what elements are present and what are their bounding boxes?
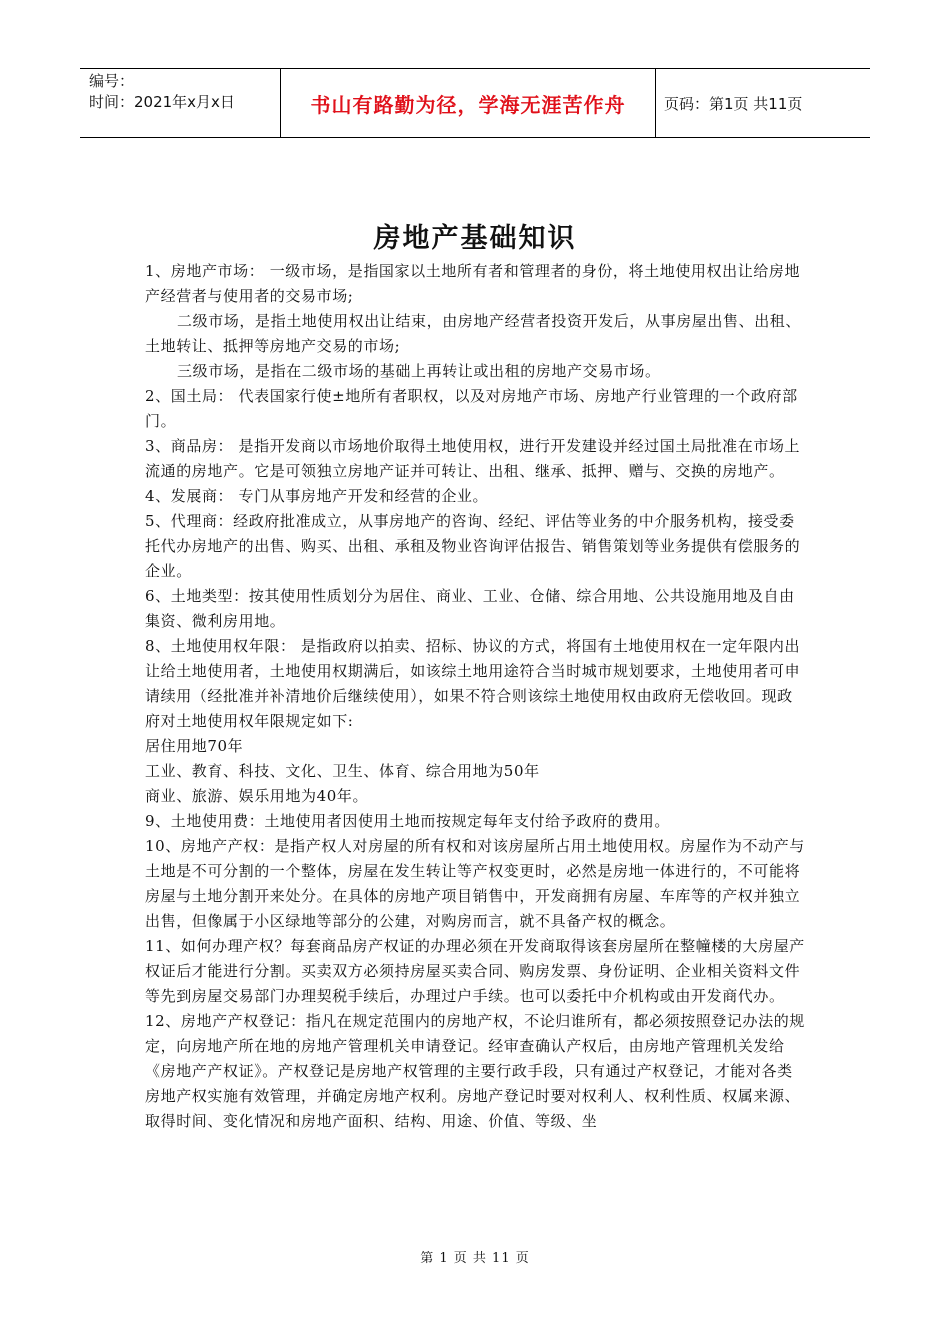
paragraph: 商业、旅游、娱乐用地为40年。 bbox=[145, 787, 369, 805]
paragraph: 9、土地使用费：土地使用者因使用土地而按规定每年支付给予政府的费用。 bbox=[145, 812, 670, 830]
header-table bbox=[80, 68, 870, 138]
paragraph: 5、代理商：经政府批准成立，从事房地产的咨询、经纪、评估等业务的中介服务机构，接受委托代办房地产的出售、购买、出租、承租及物业咨询评估报告、销售策划等业务提供有偿服务的企业。 bbox=[145, 512, 801, 580]
paragraph: 三级市场，是指在二级市场的基础上再转让或出租的房地产交易市场。 bbox=[177, 362, 661, 380]
page-footer: 第 1 页 共 11 页 bbox=[420, 1251, 530, 1266]
number-label: 编号： bbox=[89, 72, 135, 90]
paragraph: 工业、教育、科技、文化、卫生、体育、综合用地为50年 bbox=[145, 762, 540, 780]
paragraph: 3、商品房： 是指开发商以市场地价取得土地使用权，进行开发建设并经过国土局批准在市场上流通的房地产。它是可领独立房地产证并可转让、出租、继承、抵押、赠与、交换的房地产。 bbox=[145, 437, 801, 480]
paragraph: 4、发展商： 专门从事房地产开发和经营的企业。 bbox=[145, 487, 489, 505]
document-body bbox=[145, 259, 805, 1134]
paragraph: 8、土地使用权年限： 是指政府以拍卖、招标、协议的方式，将国有土地使用权在一定年限内出让给土地使用者，土地使用权期满后，如该综土地用途符合当时城市规划要求，土地使用者可申请续用（经批准并补清地价后继续使用），如果不符合则该综土地使用权由政府无偿收回。现政府对土地使用权年限规定如下: bbox=[145, 637, 801, 730]
time-label: 时间：2021年x月x日 bbox=[89, 93, 235, 111]
header-motto-cell bbox=[281, 69, 656, 137]
paragraph: 居住用地70年 bbox=[145, 737, 244, 755]
document-title: 房地产基础知识 bbox=[373, 223, 577, 254]
paragraph: 12、房地产产权登记：指凡在规定范围内的房地产权，不论归谁所有，都必须按照登记办法的规定，向房地产所在地的房地产管理机关申请登记。经审查确认产权后，由房地产管理机关发给《房地产产权证》。产权登记是房地产权管理的主要行政手段，只有通过产权登记，才能对各类房地产权实施有效管理，并确定房地产权利。房地产登记时要对权利人、权利性质、权属来源、取得时间、变化情况和房地产面积、结构、用途、价值、等级、坐 bbox=[145, 1012, 805, 1130]
paragraph: 10、房地产产权：是指产权人对房屋的所有权和对该房屋所占用土地使用权。房屋作为不动产与土地是不可分割的一个整体，房屋在发生转让等产权变更时，必然是房地一体进行的，不可能将房屋与土地分割开来处分。在具体的房地产项目销售中，开发商拥有房屋、车库等的产权并独立出售，但像属于小区绿地等部分的公建，对购房而言，就不具备产权的概念。 bbox=[145, 837, 805, 930]
motto: 书山有路勤为径，学海无涯苦作舟 bbox=[310, 92, 626, 117]
page-label: 页码：第1页 共11页 bbox=[664, 94, 803, 113]
paragraph: 6、土地类型：按其使用性质划分为居住、商业、工业、仓储、综合用地、公共设施用地及自由集资、微利房用地。 bbox=[145, 587, 795, 630]
paragraph: 11、如何办理产权？每套商品房产权证的办理必须在开发商取得该套房屋所在整幢楼的大房屋产权证后才能进行分割。买卖双方必须持房屋买卖合同、购房发票、身份证明、企业相关资料文件等先到房屋交易部门办理契税手续后，办理过户手续。也可以委托中介机构或由开发商代办。 bbox=[145, 937, 805, 1005]
header-page-cell bbox=[656, 69, 870, 137]
paragraph: 二级市场，是指土地使用权出让结束，由房地产经营者投资开发后，从事房屋出售、出租、土地转让、抵押等房地产交易的市场; bbox=[145, 312, 802, 355]
header-meta bbox=[80, 69, 281, 137]
paragraph: 2、国土局： 代表国家行使±地所有者职权，以及对房地产市场、房地产行业管理的一个政府部门。 bbox=[145, 387, 798, 430]
paragraph: 1、房地产市场： 一级市场，是指国家以土地所有者和管理者的身份，将土地使用权出让给房地产经营者与使用者的交易市场; bbox=[145, 262, 801, 305]
